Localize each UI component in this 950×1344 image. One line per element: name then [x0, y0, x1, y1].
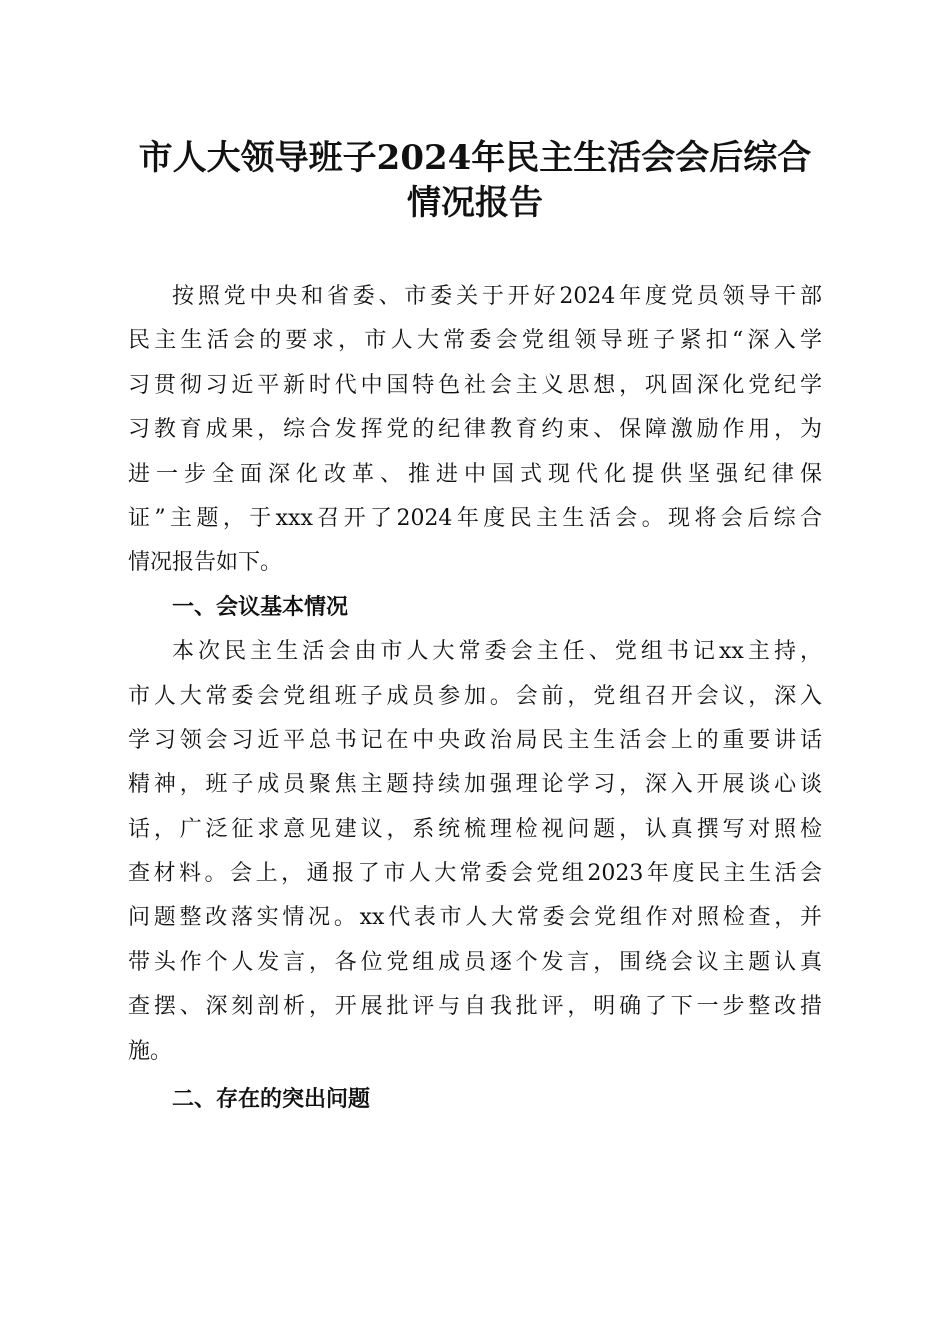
text-line: 市人大常委会党组班子成员参加。会前，党组召开会议，深入 — [128, 683, 822, 709]
section-heading-2: 二、存在的突出问题 — [172, 1087, 371, 1113]
text-line: 证”主题，于xxx召开了2024年度民主生活会。现将会后综合 — [128, 505, 822, 531]
paragraph-meeting-overview — [128, 630, 822, 1074]
title-line: 情况报告 — [407, 183, 543, 223]
text-line: 查材料。会上，通报了市人大常委会党组2023年度民主生活会 — [128, 861, 822, 887]
text-line: 情况报告如下。 — [128, 550, 283, 576]
text-line: 查摆、深刻剖析，开展批评与自我批评，明确了下一步整改措 — [128, 994, 822, 1020]
section-heading-1: 一、会议基本情况 — [172, 594, 349, 620]
text-line: 习教育成果，综合发挥党的纪律教育约束、保障激励作用，为 — [128, 417, 822, 443]
document-title — [100, 136, 850, 226]
document-body — [128, 275, 822, 1122]
text-line: 话，广泛征求意见建议，系统梳理检视问题，认真撰写对照检 — [128, 816, 822, 842]
paragraph-intro — [128, 275, 822, 586]
text-line: 施。 — [128, 1038, 173, 1064]
text-line: 进一步全面深化改革、推进中国式现代化提供坚强纪律保 — [128, 461, 822, 487]
text-line: 问题整改落实情况。xx代表市人大常委会党组作对照检查，并 — [128, 905, 822, 931]
text-line: 精神，班子成员聚焦主题持续加强理论学习，深入开展谈心谈 — [128, 772, 822, 798]
text-line: 带头作个人发言，各位党组成员逐个发言，围绕会议主题认真 — [128, 949, 822, 975]
text-line: 学习领会习近平总书记在中央政治局民主生活会上的重要讲话 — [128, 727, 822, 753]
title-line: 市人大领导班子2024年民主生活会会后综合 — [138, 138, 812, 178]
text-line: 本次民主生活会由市人大常委会主任、党组书记xx主持， — [172, 639, 822, 665]
text-line: 习贯彻习近平新时代中国特色社会主义思想，巩固深化党纪学 — [128, 372, 822, 398]
text-line: 按照党中央和省委、市委关于开好2024年度党员领导干部 — [172, 284, 822, 309]
text-line: 民主生活会的要求，市人大常委会党组领导班子紧扣“深入学 — [128, 328, 822, 354]
